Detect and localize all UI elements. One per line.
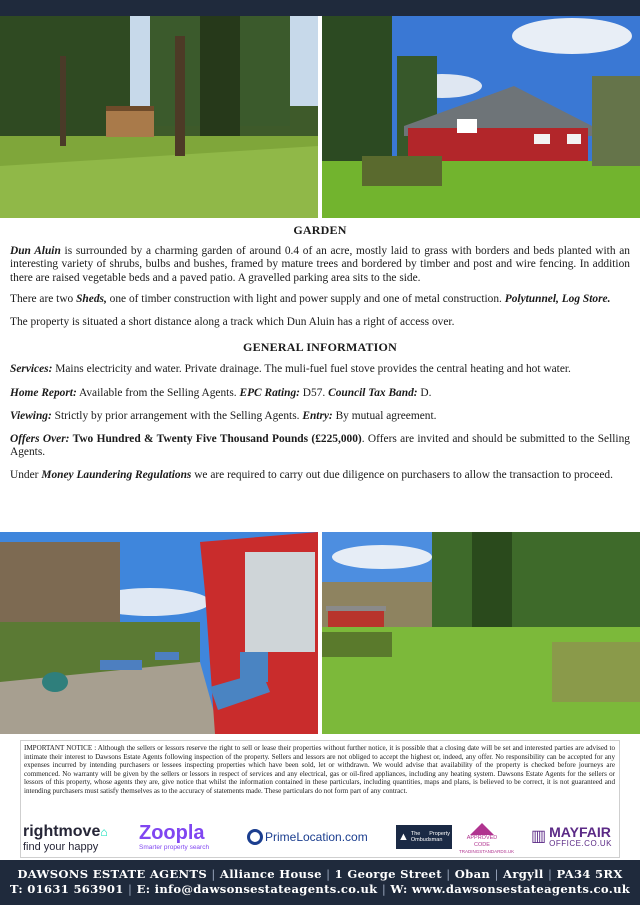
approved-code-logo[interactable] [459,823,515,855]
epc-text: D57. [299,386,329,399]
ml-label: Money Laundering Regulations [41,469,192,482]
services-text: Mains electricity and water. Private drainage. The muli-fuel fuel stove provides the central heating and hot water. [52,363,571,376]
ml-intro: Under [10,469,42,482]
content-text [10,224,630,483]
rightmove-wordmark: rightmove [23,823,101,840]
address-region: Argyll [503,867,544,881]
entry-label: Entry: [302,409,333,422]
services-label: Services: [10,363,53,376]
offers-text: . Offers are invited and should be submitted to the Selling Agents. [10,433,630,459]
council-tax-label: Council Tax Band: [328,386,418,399]
primelocation-logo[interactable] [247,829,368,845]
access-paragraph: The property is situated a short distance along a track which Dun Aluin has a right of access over. [10,316,455,329]
property-name: Dun Aluin [10,245,61,258]
viewing-label: Viewing: [10,409,52,422]
rightmove-tagline: find your happy [23,841,99,853]
garden-paragraph [10,245,630,285]
viewing-line [10,410,630,423]
footer [0,860,640,905]
sheds-label: Sheds, [76,292,107,305]
general-info-heading: GENERAL INFORMATION [243,340,397,355]
house-exterior-photo [322,16,640,218]
outbuildings-paragraph [10,293,630,306]
offers-label: Offers Over: [10,433,70,446]
viewing-text: Strictly by prior arrangement with the Selling Agents. [51,409,303,422]
home-report-text: Available from the Selling Agents. [76,386,240,399]
email-link[interactable]: E: info@dawsonsestateagents.co.uk [136,882,378,896]
mayfair-wordmark: MAYFAIR [549,824,611,840]
portal-logos [21,821,621,857]
sheds-text: one of timber construction with light and power supply and one of metal construction. [106,292,505,305]
address-street: 1 George Street [334,867,442,881]
address-building: Alliance House [219,867,322,881]
zoopla-wordmark: Zoopla [139,822,205,844]
offers-line [10,433,630,459]
entry-text: By mutual agreement. [332,409,437,422]
garden-shed-photo [0,16,318,218]
primelocation-icon [247,829,263,845]
sheds-intro: There are two [10,292,77,305]
property-ombudsman-logo[interactable] [396,825,452,849]
patio-photo [0,532,318,734]
primelocation-wordmark: PrimeLocation.com [265,829,368,844]
company-name: DAWSONS ESTATE AGENTS [17,867,208,881]
garden-description: is surrounded by a charming garden of around 0.4 of an acre, mostly laid to grass with borders and beds planted with an interesting variety of shrubs, bulbs and bushes, framed by mature trees and bordered by timber and post and wire fencing. In addition there are raised vegetable beds and a paved patio. A gravelled parking area sits to the side. [10,245,631,284]
important-notice [20,740,620,858]
website-link[interactable]: W: www.dawsonsestateagents.co.uk [390,882,631,896]
approved-code-label: APPROVED CODE [466,835,498,848]
approved-code-sub: TRADINGSTANDARDS.UK [459,849,515,854]
money-laundering-line [10,469,630,482]
mayfair-building-icon: ▥ [531,827,547,845]
mayfair-office-logo[interactable] [531,825,612,849]
zoopla-tagline: Smarter property search [139,844,210,851]
polytunnel-label: Polytunnel, Log Store. [504,292,611,305]
home-report-line [10,387,630,400]
lawn-photo [322,532,640,734]
notice-text: IMPORTANT NOTICE : Although the sellers or lessors reserve the right to sell or lease their properties without further notice, it is possible that a closing date will be set and interested parties are advised to intimate their interest to Dawsons Estate Agents following inspection of the property. Sellers and lessors are not obliged to accept the highest or, indeed, any offer. No responsibility can be accepted for any expenses incurred by intending purchasers or lessees inspecting properties which have been sold, let or withdrawn. We would advise that availability of the property is checked before journeys are commenced. No warranty will be given by the sellers or lessors in respect of services and any electrical, gas or oil-fired appliances, including any heating system. Dawsons Estate Agents for the sellers or lessors of this property, whose agents they are, give notice that whilst the information contained in these particulars, including quantities, maps and plans, is believed to be correct, it is not guaranteed and intending purchasers must satisfy themselves as to the accuracy of statements made. These particulars do not form part of any contract. [24,744,615,795]
ombudsman-label: The Property Ombudsman [410,830,450,843]
footer-address-line: DAWSONS ESTATE AGENTS | Alliance House | 1 George Street | Oban | Argyll | PA34 5RX [17,867,623,881]
address-postcode: PA34 5RX [556,867,623,881]
top-bar [0,0,640,16]
council-tax-text: D. [417,386,432,399]
zoopla-logo[interactable] [139,823,209,852]
ml-text: we are required to carry out due diligence on purchasers to allow the transaction to proceed. [191,469,613,482]
services-line [10,363,630,376]
offers-price: Two Hundred & Twenty Five Thousand Pounds (£225,000) [69,433,362,446]
home-report-label: Home Report: [10,386,77,399]
rightmove-logo[interactable] [23,823,108,853]
telephone[interactable]: T: 01631 563901 [9,882,124,896]
mayfair-sub: OFFICE.CO.UK [549,839,613,848]
house-icon: ⌂ [100,825,108,839]
approved-code-icon [470,823,494,835]
ombudsman-icon: ▲ [398,830,409,843]
address-town: Oban [454,867,491,881]
epc-label: EPC Rating: [239,386,300,399]
footer-contact-line: T: 01631 563901 | E: info@dawsonsestateagents.co.uk | W: www.dawsonsestateagents.co.uk [9,882,631,896]
garden-heading: GARDEN [293,223,347,237]
